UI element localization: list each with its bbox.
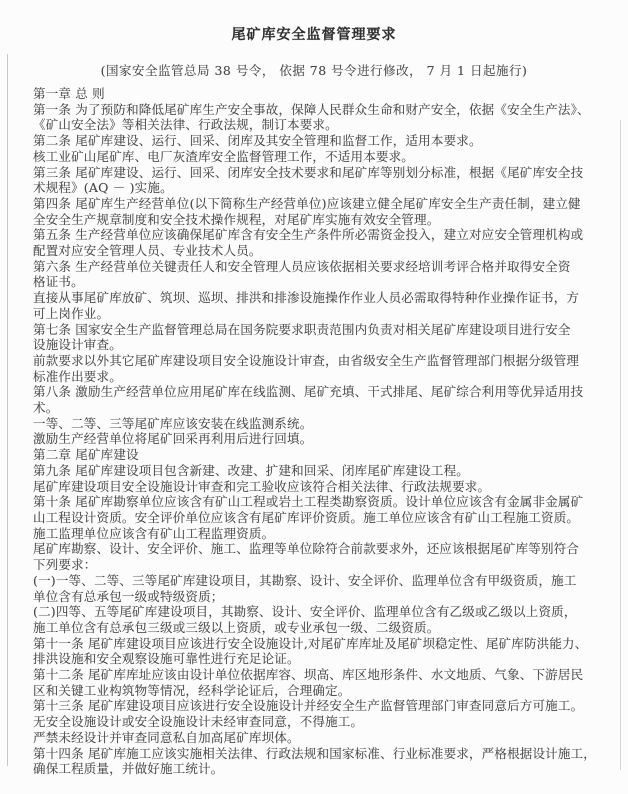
document-line: 第二条 尾矿库建设、运行、回采、闭库及其安全管理和监督工作，适用本要求。 <box>33 133 482 149</box>
document-line: 尾矿库勘察、设计、安全评价、施工、监理等单位除符合前款要求外，还应该根据尾矿库等别符合 <box>33 541 580 557</box>
document-line: 激励生产经营单位将尾矿回采再利用后进行回填。 <box>33 431 313 447</box>
document-body <box>33 86 600 777</box>
document-line: 第一章 总 则 <box>33 86 105 101</box>
document-subtitle: (国家安全监管总局 38 号令， 依据 78 号令进行修改， 7 月 1 日起施行) <box>100 63 528 78</box>
document-line: 单位含有总承包一级或特级资质； <box>33 588 224 604</box>
document-line: 第四条 尾矿库生产经营单位(以下简称生产经营单位)应该建立健全尾矿库安全生产责任制，建立健 <box>33 195 581 211</box>
document-line: 第九条 尾矿库建设项目包含新建、改建、扩建和回采、闭库尾矿库建设工程。 <box>33 462 469 478</box>
document-line: 直接从事尾矿库放矿、筑坝、巡坝、排洪和排渗设施操作作业人员必需取得特种作业操作证书，方 <box>33 290 580 306</box>
document-line: 区和关键工业构筑物等情况，经科学论证后，合理确定。 <box>33 682 351 698</box>
document-line: 标准作出要求。 <box>33 368 122 384</box>
document-line: 第十一条 尾矿库建设项目应该进行安全设施设计,对尾矿库库址及尾矿坝稳定性、尾矿库防洪能力、 <box>33 635 588 651</box>
document-line: 前款要求以外其它尾矿库建设项目安全设施设计审查，由省级安全生产监督管理部门根据分级管理 <box>33 352 580 368</box>
document-line: 第八条 激励生产经营单位应用尾矿库在线监测、尾矿充填、干式排尾、尾矿综合利用等优异适用技 <box>33 384 584 400</box>
document-line: 第三条 尾矿库建设、运行、回采、闭库安全技术要求和尾矿库等别划分标准，根据《尾矿库安全技 <box>33 164 584 180</box>
document-line: 第五条 生产经营单位应该确保尾矿库含有安全生产条件所必需资金投入，建立对应安全管理机构或 <box>33 227 584 243</box>
document-line: 第十条 尾矿库勘察单位应该含有矿山工程或岩土工程类勘察资质。设计单位应该含有金属非金属矿 <box>33 494 584 510</box>
document-line: 第二章 尾矿库建设 <box>33 447 139 463</box>
document-line: 第十四条 尾矿库施工应该实施相关法律、行政法规和国家标准、行业标准要求，严格根据设计施工， <box>33 745 596 761</box>
document-line: 第十二条 尾矿库库址应该由设计单位依据库容、坝高、库区地形条件、水文地质、气象、下游居民 <box>33 667 584 683</box>
document-line: 严禁未经设计并审查同意私自加高尾矿库坝体。 <box>33 729 300 745</box>
document-line: 设施设计审查。 <box>33 337 122 353</box>
document-line: 施工单位含有总承包三级或三级以上资质，或专业承包一级、二级资质。 <box>33 619 440 635</box>
document-line: 术规程》(AQ － )实施。 <box>33 180 173 196</box>
document-line: 第一条 为了预防和降低尾矿库生产安全事故，保障人民群众生命和财产安全，依据《安全生产法》、 <box>33 101 590 117</box>
document-line: 下列要求： <box>33 557 97 573</box>
document-line: (一)一等、二等、三等尾矿库建设项目，其勘察、设计、安全评价、监理单位含有甲级资质，施工 <box>33 572 577 588</box>
document-line: 可上岗作业。 <box>33 305 110 321</box>
document-line: 一等、二等、三等尾矿库应该安装在线监测系统。 <box>33 415 313 431</box>
document-line: 格证书。 <box>33 274 84 290</box>
scan-border-right <box>620 120 621 770</box>
document-line: 确保工程质量，并做好施工统计。 <box>33 761 224 777</box>
document-line: 配置对应安全管理人员、专业技术人员。 <box>33 243 262 259</box>
document-line: 第十三条 尾矿库建设项目应该进行安全设施设计并经安全生产监督管理部门审查同意后方可施工。 <box>33 698 584 714</box>
document-line: 排洪设施和安全观察设施可靠性进行充足论证。 <box>33 651 300 667</box>
document-line: 第六条 生产经营单位关键责任人和安全管理人员应该依据相关要求经培训考评合格并取得安全资 <box>33 258 571 274</box>
document-title: 尾矿库安全监督管理要求 <box>231 27 397 43</box>
document-line: 核工业矿山尾矿库、电厂灰渣库安全监督管理工作，不适用本要求。 <box>33 148 415 164</box>
document-line: 术。 <box>33 400 59 416</box>
document-line: 全安全生产规章制度和安全技术操作规程，对尾矿库实施有效安全管理。 <box>33 211 440 227</box>
document-line: 《矿山安全法》等相关法律、行政法规，制订本要求。 <box>33 117 338 133</box>
document-line: 第七条 国家安全生产监督管理总局在国务院要求职责范围内负责对相关尾矿库建设项目进行安全 <box>33 321 571 337</box>
document-line: 山工程设计资质。安全评价单位应该含有尾矿库评价资质。施工单位应该含有矿山工程施工资质。 <box>33 509 580 525</box>
document-line: 施工监理单位应该含有矿山工程监理资质。 <box>33 525 275 541</box>
document-line: 尾矿库建设项目安全设施设计审查和完工验收应该符合相关法律、行政法规要求。 <box>33 478 491 494</box>
scan-border-left <box>7 54 8 766</box>
document-line: (二)四等、五等尾矿库建设项目，其勘察、设计、安全评价、监理单位含有乙级或乙级以上资质， <box>33 604 577 620</box>
document-line: 无安全设施设计或安全设施设计未经审查同意，不得施工。 <box>33 714 364 730</box>
